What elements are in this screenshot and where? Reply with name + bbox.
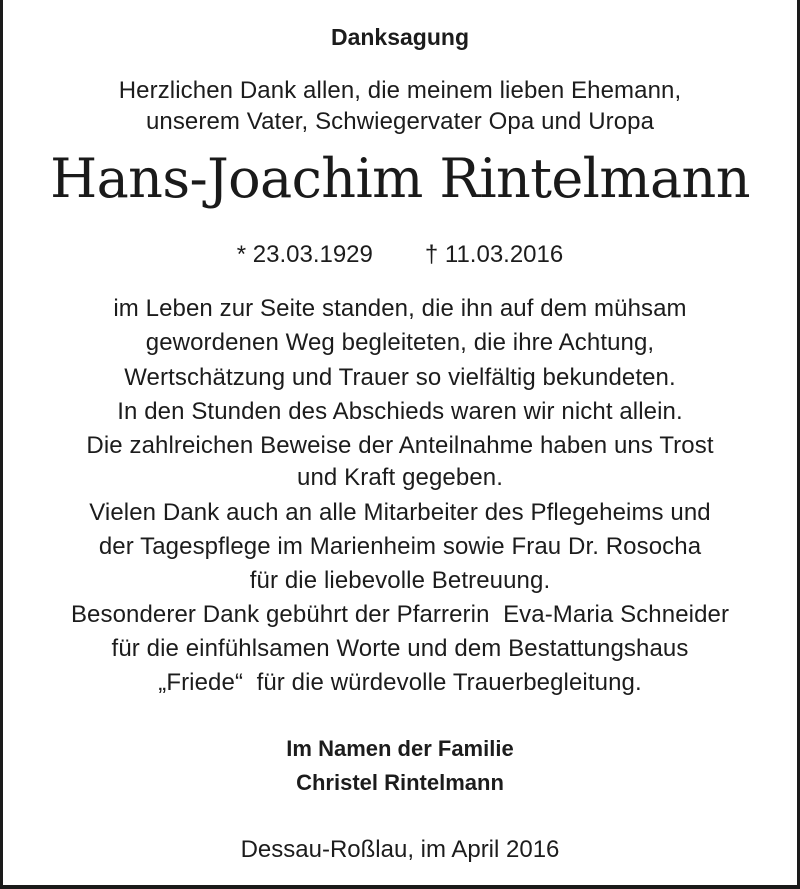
body-line: gewordenen Weg begleiteten, die ihre Achtung, [145, 329, 655, 356]
deceased-name: Hans-Joachim Rintelmann [50, 147, 750, 210]
intro-line-1: Herzlichen Dank allen, die meinem lieben Ehemann, [118, 77, 682, 104]
notice-heading: Danksagung [330, 24, 470, 50]
signoff-name: Christel Rintelmann [296, 770, 504, 795]
body-line: im Leben zur Seite standen, die ihn auf dem mühsam [113, 295, 687, 322]
place-date: Dessau-Roßlau, im April 2016 [240, 836, 560, 863]
body-line: Vielen Dank auch an alle Mitarbeiter des Pflegeheims und [89, 499, 711, 526]
body-line: der Tagespflege im Marienheim sowie Frau Dr. Rosocha [98, 533, 702, 560]
body-line: Wertschätzung und Trauer so vielfältig bekundeten. [124, 364, 676, 391]
body-line: und Kraft gegeben. [297, 464, 503, 491]
body-line: Die zahlreichen Beweise der Anteilnahme haben uns Trost [86, 432, 714, 459]
body-line: für die liebevolle Betreuung. [249, 567, 551, 594]
body-line: In den Stunden des Abschieds waren wir nicht allein. [117, 398, 683, 425]
death-date: † 11.03.2016 [424, 241, 564, 268]
body-line: „Friede“ für die würdevolle Trauerbegleitung. [158, 669, 642, 696]
birth-date: * 23.03.1929 [236, 241, 373, 268]
life-dates [3, 243, 797, 267]
signoff-family: Im Namen der Familie [286, 736, 514, 761]
body-line: Besonderer Dank gebührt der Pfarrerin Eva-Maria Schneider [70, 601, 730, 628]
body-line: für die einfühlsamen Worte und dem Bestattungshaus [111, 635, 689, 662]
intro-line-2: unserem Vater, Schwiegervater Opa und Uropa [145, 108, 655, 135]
